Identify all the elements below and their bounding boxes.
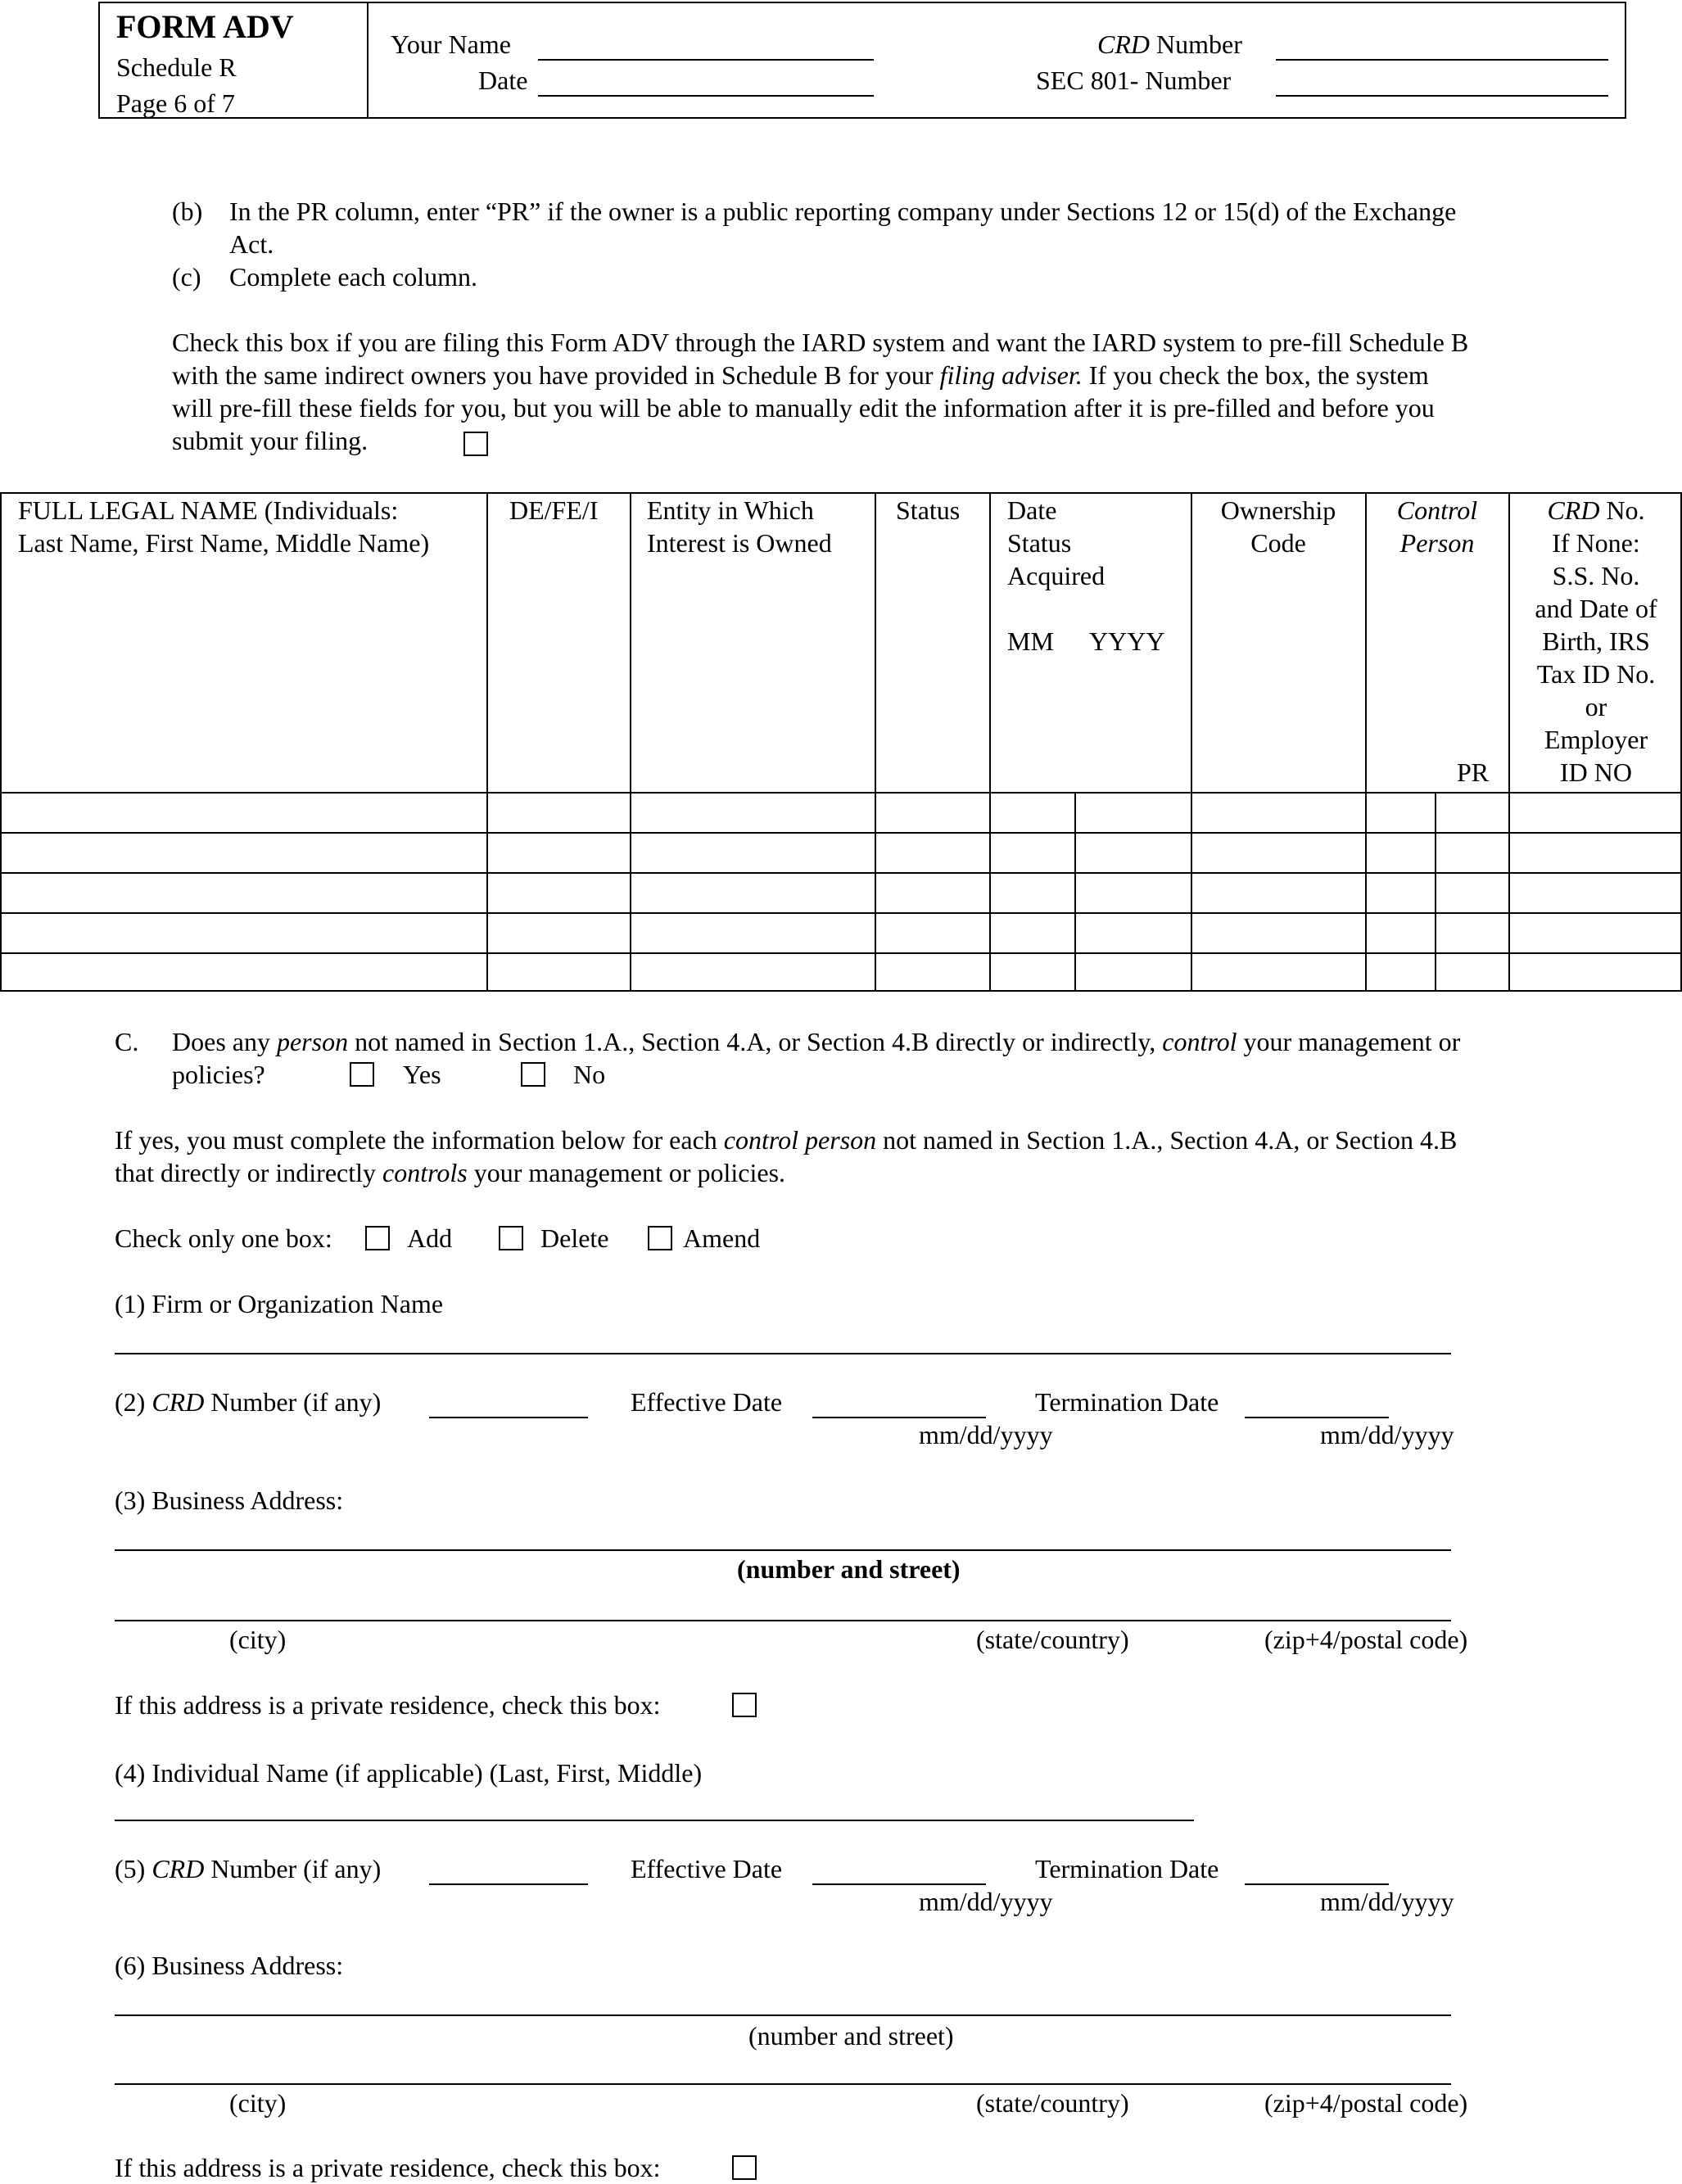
header-divider	[367, 3, 369, 117]
private-residence-label-3: If this address is a private residence, check this box:	[115, 1690, 661, 1720]
prefill-checkbox[interactable]	[463, 432, 488, 456]
section-c-question-line2: policies?	[172, 1060, 265, 1089]
delete-checkbox[interactable]	[499, 1226, 523, 1250]
city-state-zip-field-6[interactable]	[115, 2083, 1451, 2085]
private-residence-checkbox-6[interactable]	[732, 2155, 757, 2180]
yes-label: Yes	[403, 1060, 441, 1089]
instruction-b-line2: Act.	[229, 229, 274, 259]
page-number: Page 6 of 7	[116, 88, 235, 118]
add-checkbox[interactable]	[365, 1226, 390, 1250]
col-header-de-fe-i: DE/FE/I	[509, 495, 599, 525]
amend-label: Amend	[683, 1223, 761, 1253]
effective-date-label-2: Effective Date	[631, 1387, 783, 1417]
city-state-zip-field-3[interactable]	[115, 1620, 1451, 1621]
crd-number-label-5: (5) CRD Number (if any)	[115, 1854, 382, 1883]
col-header-ownership-code: Ownership Code	[1220, 495, 1336, 558]
your-name-field[interactable]	[538, 59, 874, 61]
termination-date-format-2: mm/dd/yyyy	[1320, 1420, 1454, 1449]
row-divider	[2, 912, 1680, 914]
section-c-question-line1: Does any person not named in Section 1.A., Section 4.A, or Section 4.B directly or indirectly, control your management or	[172, 1027, 1461, 1056]
row-divider	[2, 952, 1680, 954]
crd-number-field-5[interactable]	[429, 1883, 588, 1885]
col-divider	[630, 494, 631, 990]
col-header-crd-no: CRD No. If None: S.S. No. and Date of Birth, IRS Tax ID No. or Employer ID NO	[1535, 495, 1657, 787]
col-header-mm: MM	[1007, 626, 1054, 656]
row-divider	[2, 792, 1680, 794]
firm-name-label: (1) Firm or Organization Name	[115, 1289, 444, 1318]
zip-caption-6: (zip+4/postal code)	[1264, 2088, 1468, 2118]
col-header-pr: PR	[1457, 757, 1490, 787]
crd-number-field[interactable]	[1276, 59, 1608, 61]
indirect-owners-table	[0, 492, 1682, 992]
private-residence-label-6: If this address is a private residence, check this box:	[115, 2153, 661, 2182]
business-address-label-6: (6) Business Address:	[115, 1951, 344, 1980]
crd-number-field-2[interactable]	[429, 1417, 588, 1418]
col-header-control-person: Control Person	[1396, 495, 1478, 558]
individual-name-field[interactable]	[115, 1820, 1194, 1821]
number-street-caption-3: (number and street)	[737, 1554, 961, 1584]
subcol-divider	[1074, 792, 1076, 992]
form-title: FORM ADV	[116, 8, 294, 45]
street-field-6[interactable]	[115, 2014, 1451, 2016]
col-header-entity: Entity in Which Interest is Owned	[647, 495, 832, 558]
instruction-c-text: Complete each column.	[229, 262, 478, 292]
firm-name-field[interactable]	[115, 1353, 1451, 1354]
state-caption-3: (state/country)	[976, 1625, 1129, 1654]
termination-date-label-5: Termination Date	[1035, 1854, 1219, 1883]
col-header-date-status-acquired: Date Status Acquired	[1007, 495, 1106, 590]
state-caption-6: (state/country)	[976, 2088, 1129, 2118]
termination-date-format-5: mm/dd/yyyy	[1320, 1887, 1454, 1916]
yes-checkbox[interactable]	[350, 1062, 374, 1087]
termination-date-label-2: Termination Date	[1035, 1387, 1219, 1417]
schedule-label: Schedule R	[116, 52, 237, 82]
your-name-label: Your Name	[391, 29, 511, 59]
effective-date-format-2: mm/dd/yyyy	[919, 1420, 1053, 1449]
prefill-line1: Check this box if you are filing this Form ADV through the IARD system and want the IARD system to pre-fill Schedule B	[172, 328, 1469, 357]
private-residence-checkbox-3[interactable]	[732, 1693, 757, 1717]
prefill-line3: will pre-fill these fields for you, but you will be able to manually edit the information after it is pre-filled and before you	[172, 393, 1435, 423]
prefill-line4: submit your filing.	[172, 426, 369, 455]
instruction-c-marker: (c)	[172, 262, 201, 292]
col-header-full-legal-name: FULL LEGAL NAME (Individuals: Last Name, First Name, Middle Name)	[18, 495, 430, 558]
col-divider	[1365, 494, 1367, 990]
crd-number-label-2: (2) CRD Number (if any)	[115, 1387, 382, 1417]
business-address-label-3: (3) Business Address:	[115, 1485, 344, 1515]
row-divider	[2, 832, 1680, 834]
no-label: No	[573, 1060, 606, 1089]
zip-caption-3: (zip+4/postal code)	[1264, 1625, 1468, 1654]
individual-name-label: (4) Individual Name (if applicable) (Last, First, Middle)	[115, 1758, 703, 1788]
date-field[interactable]	[538, 95, 874, 97]
crd-number-label: CRD Number	[1097, 29, 1242, 59]
sec-number-label: SEC 801- Number	[1036, 66, 1232, 95]
number-street-caption-6: (number and street)	[748, 2021, 954, 2051]
add-label: Add	[407, 1223, 453, 1253]
city-caption-3: (city)	[229, 1625, 287, 1654]
effective-date-label-5: Effective Date	[631, 1854, 783, 1883]
effective-date-format-5: mm/dd/yyyy	[919, 1887, 1053, 1916]
col-divider	[989, 494, 991, 990]
sec-number-field[interactable]	[1276, 95, 1608, 97]
amend-checkbox[interactable]	[648, 1226, 672, 1250]
col-divider	[486, 494, 488, 990]
prefill-line2: with the same indirect owners you have provided in Schedule B for your filing adviser. If you check the box, the system	[172, 360, 1429, 390]
check-one-label: Check only one box:	[115, 1223, 332, 1253]
date-label: Date	[478, 66, 528, 95]
col-divider	[1191, 494, 1192, 990]
col-header-status: Status	[896, 495, 961, 525]
instruction-b-marker: (b)	[172, 197, 203, 226]
col-header-yyyy: YYYY	[1089, 626, 1165, 656]
row-divider	[2, 872, 1680, 874]
no-checkbox[interactable]	[521, 1062, 545, 1087]
street-field-3[interactable]	[115, 1549, 1451, 1551]
col-divider	[875, 494, 876, 990]
instruction-b-line1: In the PR column, enter “PR” if the owner is a public reporting company under Sections 12 or 15(d) of the Exchange	[229, 197, 1457, 226]
if-yes-line1: If yes, you must complete the information below for each control person not named in Section 1.A., Section 4.A, or Section 4.B	[115, 1125, 1458, 1155]
city-caption-6: (city)	[229, 2088, 287, 2118]
form-header	[98, 2, 1626, 119]
if-yes-line2: that directly or indirectly controls your management or policies.	[115, 1158, 786, 1187]
delete-label: Delete	[540, 1223, 609, 1253]
subcol-divider	[1435, 792, 1436, 992]
section-c-marker: C.	[115, 1027, 139, 1056]
